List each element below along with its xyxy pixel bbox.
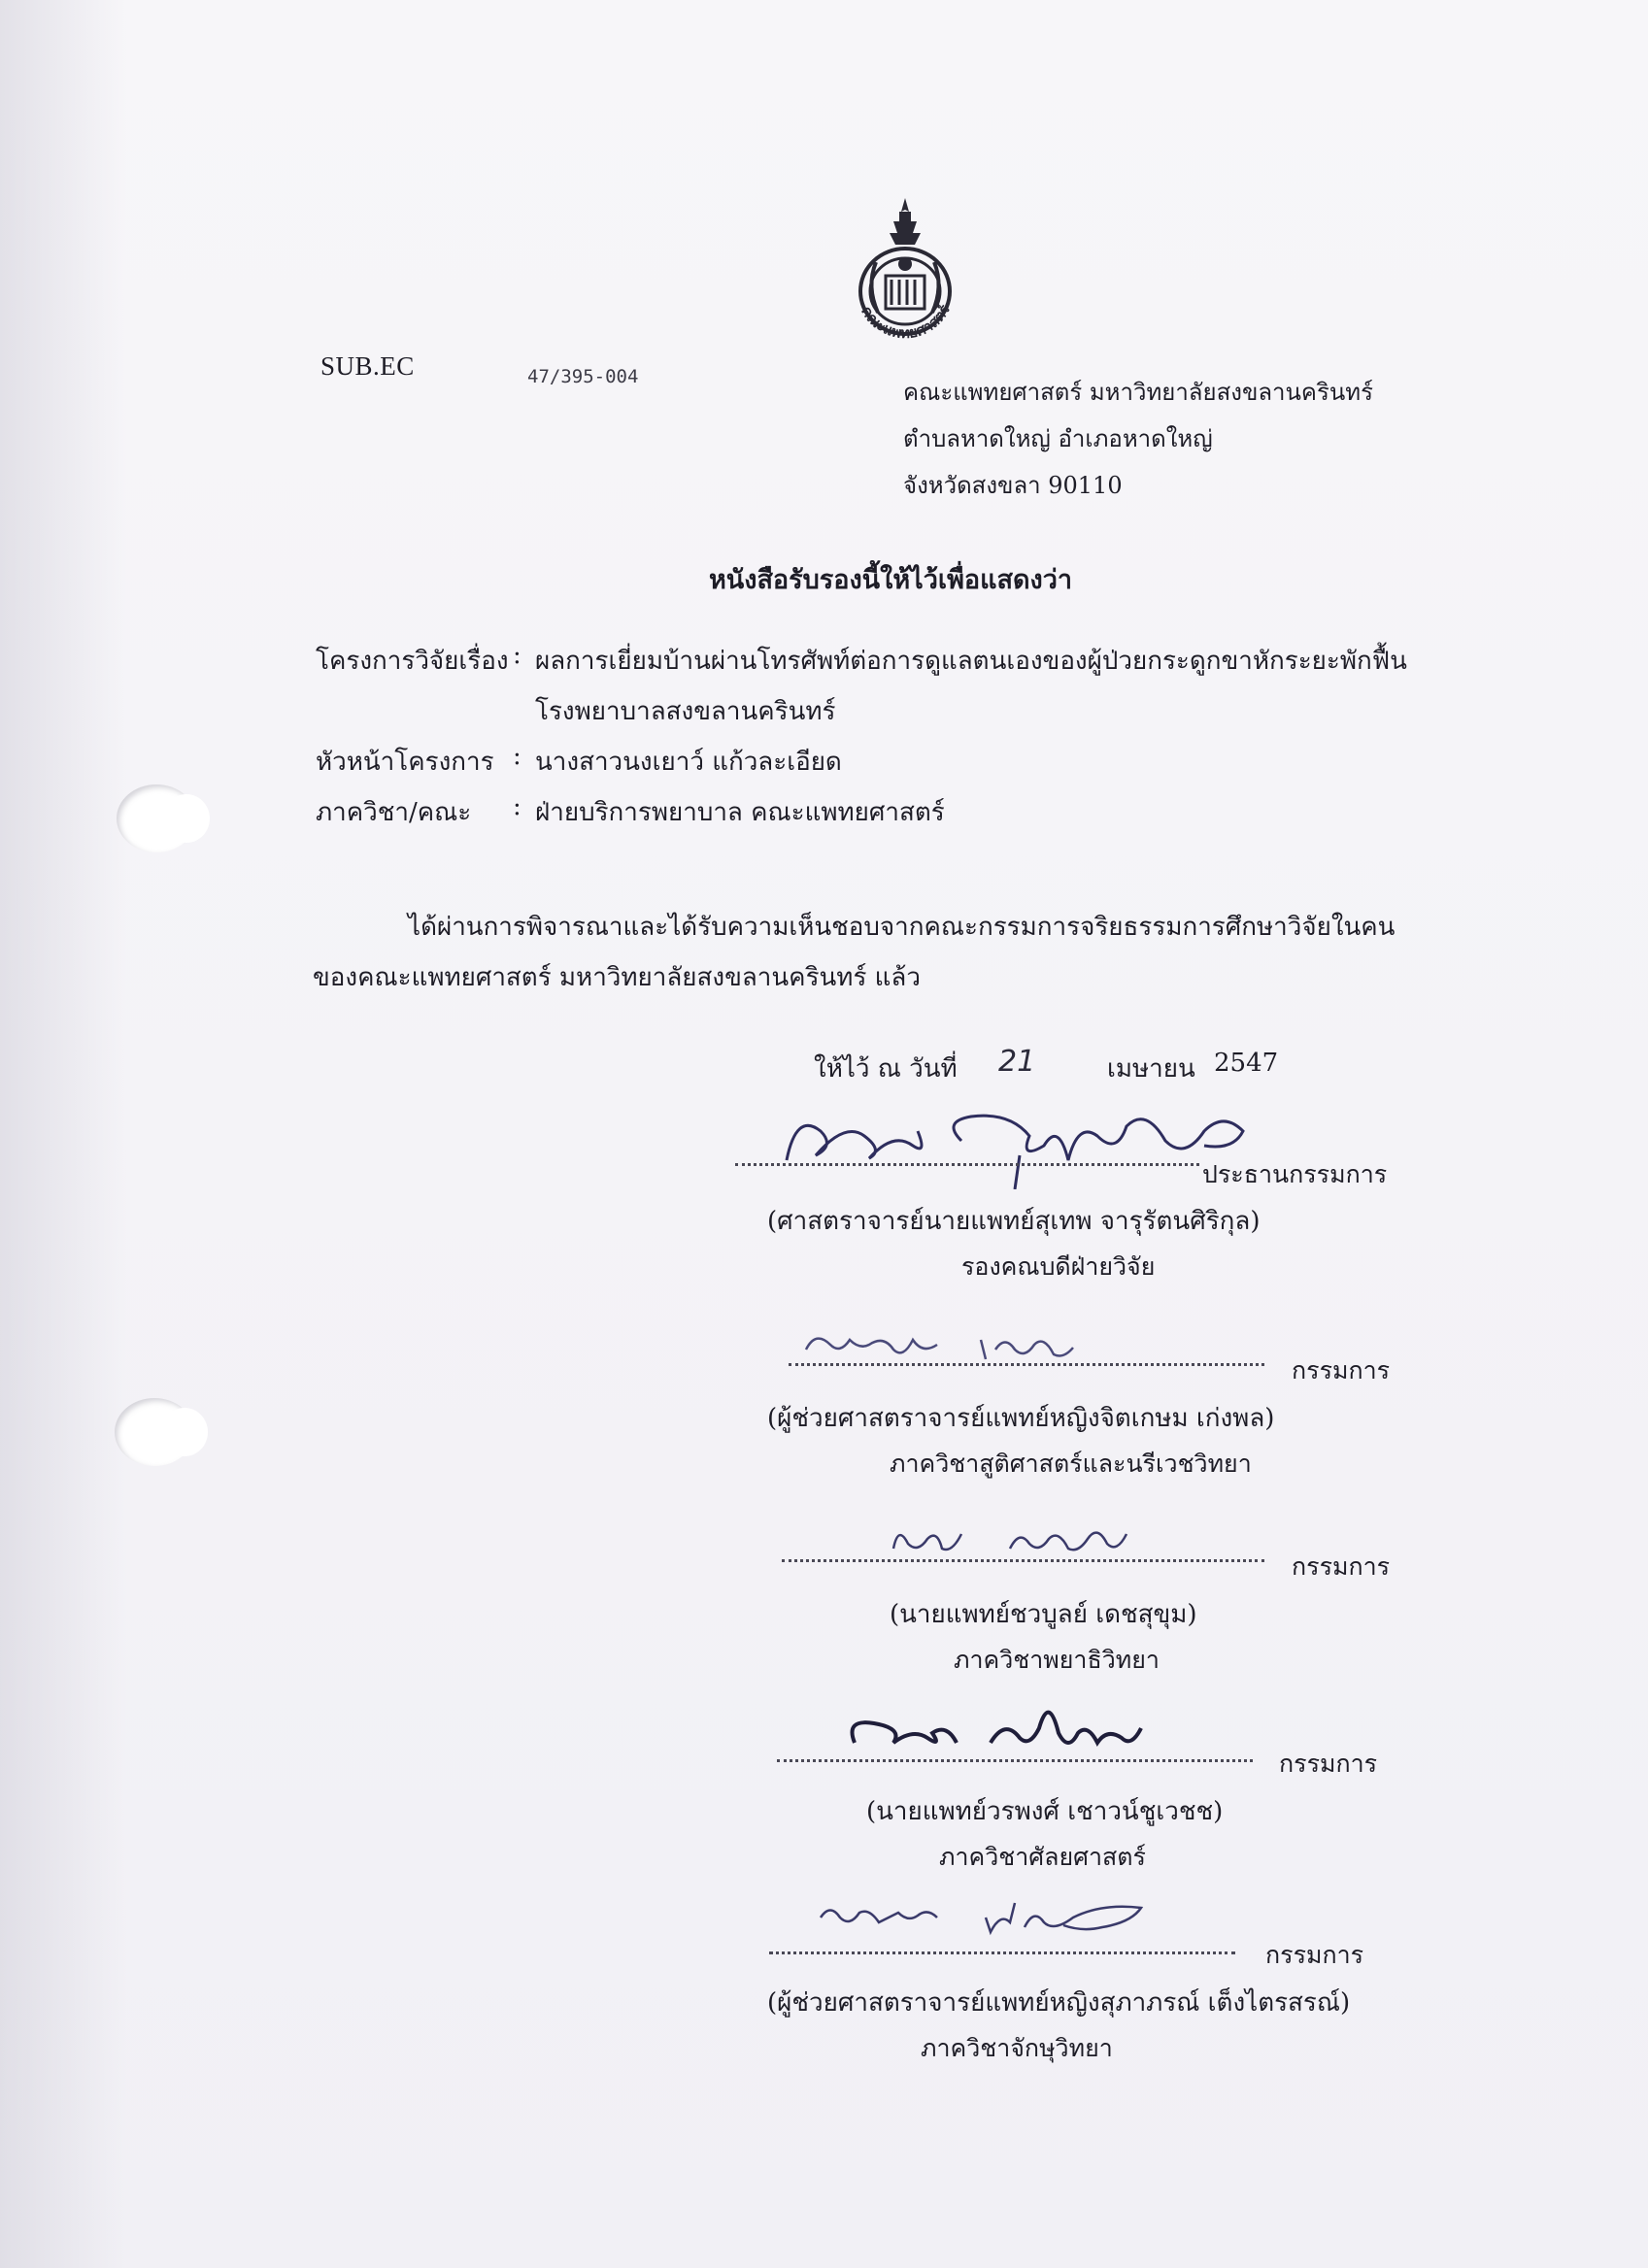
- reference-number: 47/395-004: [527, 366, 639, 387]
- signatory-name: (ผู้ช่วยศาสตราจารย์แพทย์หญิงจิตเกษม เก่งพล): [767, 1404, 1275, 1433]
- certificate-title: หนังสือรับรองนี้ให้ไว้เพื่อแสดงว่า: [709, 565, 1073, 595]
- colon: :: [513, 641, 521, 670]
- punch-hole: [117, 784, 196, 852]
- signatory-position: ภาควิชาจักษุวิทยา: [921, 2034, 1113, 2062]
- address-line: ตำบลหาดใหญ่ อำเภอหาดใหญ่: [903, 425, 1213, 452]
- project-title-row: [316, 641, 1481, 680]
- date-month: เมษายน: [1107, 1054, 1195, 1084]
- signature-line: [735, 1163, 1199, 1166]
- department-value: ฝ่ายบริการพยาบาล คณะแพทยศาสตร์: [535, 798, 945, 827]
- signature-line: [769, 1951, 1235, 1954]
- approval-text-line2: ของคณะแพทยศาสตร์ มหาวิทยาลัยสงขลานครินทร์ แล้ว: [313, 963, 921, 992]
- issue-date: [814, 1045, 1299, 1087]
- signatory-position: รองคณบดีฝ่ายวิจัย: [961, 1252, 1156, 1281]
- faculty-seal-icon: [837, 194, 973, 359]
- signature-icon: [835, 1689, 1185, 1767]
- signature-line: [789, 1363, 1264, 1366]
- punch-hole: [115, 1398, 194, 1466]
- signatory-position: ภาควิชาพยาธิวิทยา: [954, 1646, 1160, 1674]
- signature-icon: [884, 1515, 1175, 1563]
- signatory-name: (นายแพทย์ชวบูลย์ เดชสุขุม): [890, 1600, 1197, 1629]
- department-row: [316, 792, 1481, 831]
- date-prefix: ให้ไว้ ณ วันที่: [814, 1054, 958, 1084]
- address-line: คณะแพทยศาสตร์ มหาวิทยาลัยสงขลานครินทร์: [903, 379, 1373, 406]
- colon: :: [513, 742, 521, 771]
- address-line: จังหวัดสงขลา 90110: [903, 472, 1123, 499]
- signature-icon: [811, 1888, 1219, 1947]
- signature-icon: [796, 1320, 1107, 1369]
- signature-line: [777, 1759, 1253, 1762]
- project-head-row: [316, 742, 1481, 781]
- role-committee: กรรมการ: [1279, 1750, 1378, 1778]
- signatory-name: (ผู้ช่วยศาสตราจารย์แพทย์หญิงสุภาภรณ์ เต็งไตรสรณ์): [767, 1988, 1351, 2018]
- department-label: ภาควิชา/คณะ: [316, 798, 472, 827]
- project-title-line2: โรงพยาบาลสงขลานครินทร์: [535, 697, 836, 726]
- colon: :: [513, 792, 521, 821]
- date-year: 2547: [1214, 1049, 1279, 1078]
- head-label: หัวหน้าโครงการ: [316, 748, 494, 777]
- signatory-position: ภาควิชาสูติศาสตร์และนรีเวชวิทยา: [890, 1450, 1252, 1478]
- role-committee: กรรมการ: [1292, 1356, 1391, 1384]
- signatory-name: (นายแพทย์วรพงศ์ เชาวน์ชูเวชช): [866, 1797, 1224, 1826]
- signatory-position: ภาควิชาศัลยศาสตร์: [939, 1843, 1146, 1871]
- head-name: นางสาวนงเยาว์ แก้วละเอียด: [535, 748, 842, 777]
- role-chairman: ประธานกรรมการ: [1202, 1160, 1388, 1188]
- project-title-line1: ผลการเยี่ยมบ้านผ่านโทรศัพท์ต่อการดูแลตนเองของผู้ป่วยกระดูกขาหักระยะพักฟื้น: [535, 647, 1407, 676]
- svg-text:คณะแพทยศาสตร์: คณะแพทยศาสตร์: [858, 301, 954, 343]
- faculty-address: [903, 369, 1373, 509]
- signature-line: [782, 1559, 1264, 1562]
- project-title-row-cont: [316, 691, 1481, 730]
- date-day: 21: [998, 1045, 1036, 1079]
- page-edge-shadow: [0, 0, 126, 2268]
- approval-text-line1: ได้ผ่านการพิจารณาและได้รับความเห็นชอบจากคณะกรรมการจริยธรรมการศึกษาวิจัยในคน: [408, 913, 1396, 942]
- project-label: โครงการวิจัยเรื่อง: [316, 647, 509, 676]
- reference-code: SUB.EC: [320, 351, 415, 381]
- signatory-name: (ศาสตราจารย์นายแพทย์สุเทพ จารุรัตนศิริกุล): [767, 1207, 1261, 1236]
- role-committee: กรรมการ: [1292, 1552, 1391, 1581]
- role-committee: กรรมการ: [1265, 1941, 1364, 1969]
